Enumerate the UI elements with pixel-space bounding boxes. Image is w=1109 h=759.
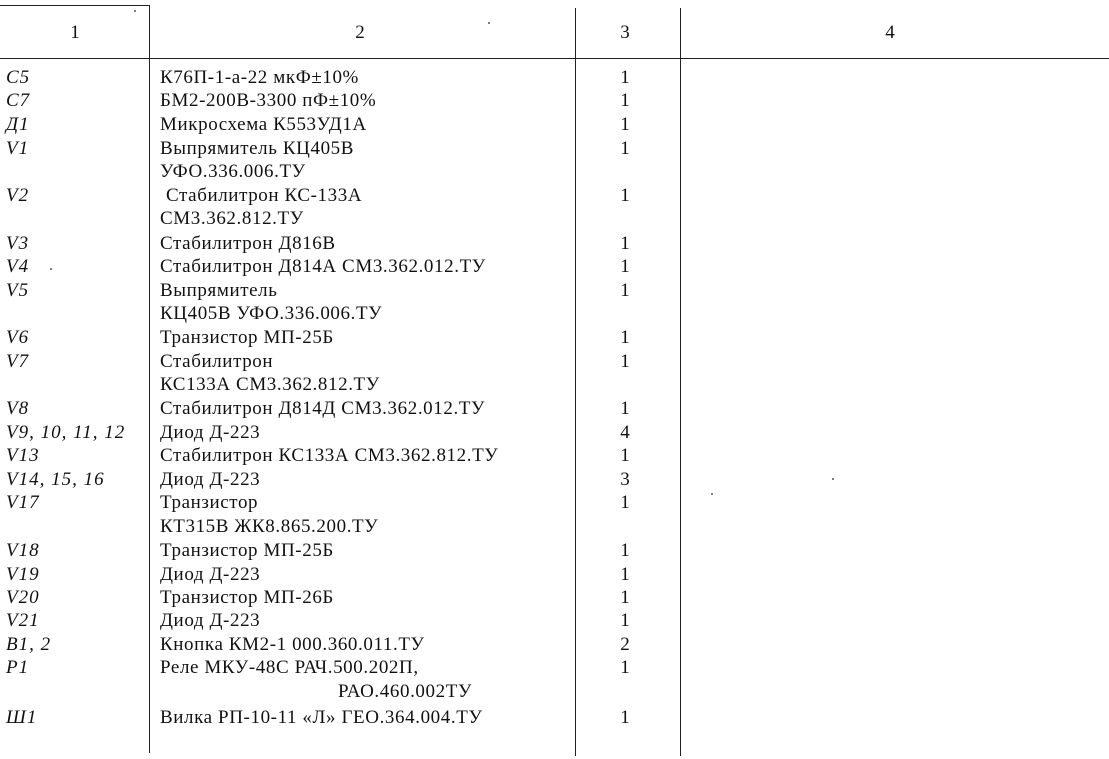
header-col-1: 1	[70, 22, 80, 43]
table-row-qty: 1	[620, 327, 630, 348]
table-row-desc: Диод Д-223	[160, 422, 261, 443]
table-row-desc-cont: РАО.460.002ТУ	[338, 681, 472, 702]
table-row-desc: Вилка РП-10-11 «Л» ГЕО.364.004.ТУ	[160, 707, 483, 728]
table-row-desc: Стабилитрон Д814Д СМ3.362.012.ТУ	[160, 398, 486, 419]
table-row-desc: Микросхема К553УД1А	[160, 114, 367, 135]
table-row-ref: V18	[6, 540, 40, 561]
table-row-ref: V1	[6, 138, 30, 159]
table-row-ref: V20	[6, 587, 40, 608]
table-row-desc: Транзистор МП-25Б	[160, 327, 334, 348]
header-col-4: 4	[885, 22, 895, 43]
table-row-qty: 3	[620, 469, 630, 490]
table-row-ref: V6	[6, 327, 30, 348]
table-row-desc: Стабилитрон Д816В	[160, 233, 336, 254]
table-row-desc-cont: СМ3.362.812.ТУ	[160, 208, 304, 229]
table-row-qty: 1	[620, 185, 630, 206]
table-row-qty: 1	[620, 657, 630, 678]
table-row-qty: 1	[620, 138, 630, 159]
table-row-qty: 1	[620, 564, 630, 585]
table-row-desc: Выпрямитель	[160, 280, 278, 301]
table-row-desc: Стабилитрон КС133А СМ3.362.812.ТУ	[160, 445, 499, 466]
table-row-qty: 1	[620, 492, 630, 513]
table-row-desc: Диод Д-223	[160, 564, 261, 585]
table-row-desc: БМ2-200В-3300 пФ±10%	[160, 90, 377, 111]
table-row-desc: К76П-1-а-22 мкФ±10%	[160, 67, 359, 88]
table-row-ref: V8	[6, 398, 30, 419]
scan-speck	[134, 10, 136, 12]
table-row-desc: Выпрямитель КЦ405В	[160, 138, 355, 159]
column-divider-1	[149, 5, 150, 753]
scan-speck	[488, 22, 490, 24]
column-divider-2	[575, 8, 576, 756]
table-row-qty: 1	[620, 114, 630, 135]
table-row-qty: 4	[620, 422, 630, 443]
table-row-qty: 1	[620, 67, 630, 88]
scan-speck	[832, 478, 834, 480]
table-row-ref: Ш1	[6, 707, 38, 728]
table-row-desc-cont: УФО.336.006.ТУ	[160, 161, 306, 182]
table-row-qty: 1	[620, 351, 630, 372]
table-row-qty: 1	[620, 445, 630, 466]
table-row-desc: Реле МКУ-48С РАЧ.500.202П,	[160, 657, 419, 678]
table-row-desc-cont: КЦ405В УФО.336.006.ТУ	[160, 303, 383, 324]
table-row-ref: V14, 15, 16	[6, 469, 105, 490]
table-row-qty: 1	[620, 707, 630, 728]
header-col-2: 2	[355, 22, 365, 43]
table-row-qty: 1	[620, 233, 630, 254]
table-row-desc: Диод Д-223	[160, 469, 261, 490]
table-row-desc-cont: КС133А СМ3.362.812.ТУ	[160, 374, 380, 395]
table-row-ref: V17	[6, 492, 40, 513]
table-row-qty: 1	[620, 587, 630, 608]
table-row-ref: V5	[6, 280, 30, 301]
header-top-border	[0, 5, 150, 6]
table-row-desc: Диод Д-223	[160, 610, 261, 631]
table-row-qty: 1	[620, 610, 630, 631]
table-row-desc: Стабилитрон	[160, 351, 274, 372]
header-bottom-border	[0, 58, 1109, 59]
table-row-desc: Кнопка КМ2-1 000.360.011.ТУ	[160, 634, 425, 655]
table-row-qty: 1	[620, 398, 630, 419]
table-row-desc: Транзистор МП-25Б	[160, 540, 334, 561]
table-row-ref: V7	[6, 351, 30, 372]
table-row-qty: 2	[620, 634, 630, 655]
table-row-desc: Стабилитрон Д814А СМ3.362.012.ТУ	[160, 256, 486, 277]
table-row-ref: Д1	[6, 114, 30, 135]
table-row-ref: V21	[6, 610, 40, 631]
header-col-3: 3	[620, 22, 630, 43]
table-row-qty: 1	[620, 90, 630, 111]
table-row-desc: Транзистор МП-26Б	[160, 587, 334, 608]
table-row-qty: 1	[620, 540, 630, 561]
table-row-ref: V2	[6, 185, 30, 206]
table-row-ref: C7	[6, 90, 31, 111]
table-row-ref: V4	[6, 256, 30, 277]
scan-speck	[50, 268, 52, 270]
table-row-ref: B1, 2	[6, 634, 52, 655]
table-row-ref: V19	[6, 564, 40, 585]
table-row-ref: C5	[6, 67, 31, 88]
table-row-desc: Транзистор	[160, 492, 259, 513]
column-divider-3	[680, 8, 681, 756]
table-row-qty: 1	[620, 256, 630, 277]
table-row-qty: 1	[620, 280, 630, 301]
table-row-ref: V13	[6, 445, 40, 466]
table-row-desc-cont: КТ315В ЖК8.865.200.ТУ	[160, 516, 379, 537]
table-row-desc: Стабилитрон КС-133А	[166, 185, 363, 206]
scan-speck	[711, 493, 713, 495]
table-row-ref: V3	[6, 233, 30, 254]
table-row-ref: P1	[6, 657, 30, 678]
table-row-ref: V9, 10, 11, 12	[6, 422, 126, 443]
